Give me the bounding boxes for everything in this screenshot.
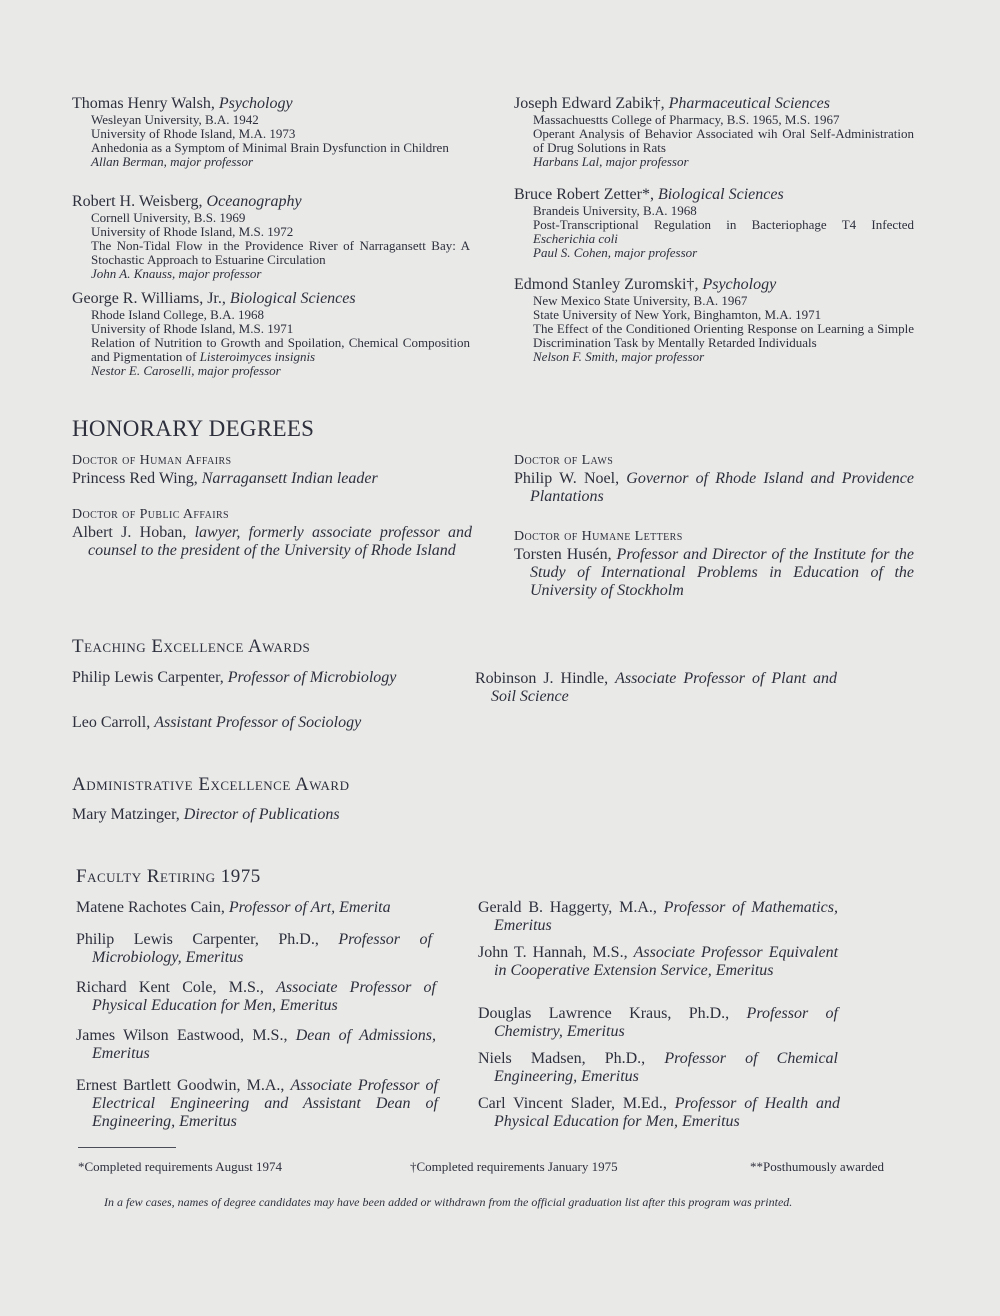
retiree-title: Professor of Health and Physical Education for Men, Emeritus	[494, 1095, 841, 1130]
graduate-entry: Edmond Stanley Zuromski†, Psychology New Mexico State University, B.A. 1967 State University of New York, Binghamton, M.A. 1971 The Effect of the Conditioned Orienting Response on Learning a Simple Discrimination Task by Mentally Retarded Individuals Nelson F. Smith, major professor	[514, 276, 914, 364]
retiree	[76, 931, 432, 967]
honoree-description: lawyer, formerly associate professor and counsel to the president of the University of Rhode Island	[88, 524, 473, 559]
graduate-entry: Joseph Edward Zabik†, Pharmaceutical Sciences Massachuestts College of Pharmacy, B.S. 1965, M.S. 1967 Operant Analysis of Behavior Associated wih Oral Self-Administration of Drug Solutions in Rats Harbans Lal, major professor	[514, 95, 914, 169]
recipient-title: Associate Professor of Plant and Soil Science	[491, 670, 838, 705]
degree-type: Doctor of Public Affairs	[72, 507, 229, 522]
degree-line: Cornell University, B.S. 1969	[91, 210, 246, 225]
honorary-degrees-heading: HONORARY DEGREES	[72, 416, 315, 441]
retiree	[478, 944, 838, 980]
degree-line: University of Rhode Island, M.A. 1973	[91, 126, 296, 141]
degree-type: Doctor of Humane Letters	[514, 529, 683, 544]
retiree-title: Professor of Chemical Engineering, Emeritus	[494, 1050, 838, 1085]
recipient-name: Robinson J. Hindle	[475, 670, 605, 687]
retiree	[478, 1050, 838, 1086]
retiree-title: Associate Professor of Physical Education for Men, Emeritus	[92, 979, 436, 1014]
retiree-name: Douglas Lawrence Kraus, Ph.D.,	[478, 1005, 730, 1022]
recipient-name: Leo Carroll	[72, 714, 147, 731]
retiree-title: Associate Professor of Electrical Engineering and Assistant Dean of Engineering, Emeritus	[92, 1077, 438, 1130]
faculty-retiring-heading: Faculty Retiring 1975	[76, 866, 261, 887]
honoree-name: Philip W. Noel	[514, 470, 616, 487]
graduate-entry: Thomas Henry Walsh, Psychology Wesleyan University, B.A. 1942 University of Rhode Island, M.A. 1973 Anhedonia as a Symptom of Minimal Brain Dysfunction in Children Allan Berman, major professor	[72, 95, 470, 169]
footnote-rule	[78, 1147, 176, 1148]
award-recipient: Leo Carroll, Assistant Professor of Sociology	[72, 714, 362, 731]
honorary-degree: Doctor of Humane Letters Torsten Husén, Professor and Director of the Institute for the Study of International Problems in Education of the University of Stockholm	[514, 529, 914, 599]
retiree	[76, 1027, 436, 1063]
retiree-name: Philip Lewis Carpenter, Ph.D.,	[76, 931, 319, 948]
graduate-name: Edmond Stanley Zuromski†	[514, 276, 695, 293]
retiree-name: Niels Madsen, Ph.D.,	[478, 1050, 646, 1067]
degree-line: University of Rhode Island, M.S. 1971	[91, 321, 294, 336]
degree-type: Doctor of Human Affairs	[72, 453, 232, 468]
honoree-description: Professor and Director of the Institute for the Study of International Problems in Education of the University of Stockholm	[530, 546, 914, 599]
retiree-name: James Wilson Eastwood, M.S.,	[76, 1027, 288, 1044]
major-professor: Allan Berman, major professor	[91, 154, 254, 169]
footnote-posthumous: **Posthumously awarded	[750, 1159, 884, 1174]
graduate-field: Biological Sciences	[229, 290, 356, 307]
retiree-name: Richard Kent Cole, M.S.,	[76, 979, 264, 996]
recipient-title: Director of Publications	[183, 806, 340, 823]
thesis-title: Anhedonia as a Symptom of Minimal Brain Dysfunction in Children	[91, 140, 449, 155]
retiree-name: Matene Rachotes Cain,	[76, 899, 225, 916]
species-name: Listeroimyces insignis	[199, 349, 316, 364]
graduate-entry: Bruce Robert Zetter*, Biological Sciences Brandeis University, B.A. 1968 Post-Transcriptional Regulation in Bacteriophage T4 Infected Escherichia coli Paul S. Cohen, major professor	[514, 186, 914, 260]
graduate-name: Thomas Henry Walsh	[72, 95, 211, 112]
major-professor: Harbans Lal, major professor	[533, 154, 689, 169]
disclaimer-note: In a few cases, names of degree candidates may have been added or withdrawn from the official graduation list after this program was printed.	[104, 1195, 793, 1209]
retiree-name: John T. Hannah, M.S.,	[478, 944, 628, 961]
major-professor: Nestor E. Caroselli, major professor	[91, 363, 281, 378]
degree-line: Wesleyan University, B.A. 1942	[91, 112, 259, 127]
thesis-title: Relation of Nutrition to Growth and Spoilation, Chemical Composition and Pigmentation of Listeroimyces insignis	[91, 335, 470, 364]
retiree	[76, 899, 436, 917]
degree-line: Rhode Island College, B.A. 1968	[91, 307, 264, 322]
graduate-name: Robert H. Weisberg	[72, 193, 199, 210]
graduate-entry: Robert H. Weisberg, Oceanography Cornell University, B.S. 1969 University of Rhode Island, M.S. 1972 The Non-Tidal Flow in the Providence River of Narragansett Bay: A Stochastic Approach to Estuarine Circulation John A. Knauss, major professor	[72, 193, 470, 281]
footnote-august: *Completed requirements August 1974	[78, 1159, 283, 1174]
graduate-field: Psychology	[218, 95, 293, 112]
retiree-name: Gerald B. Haggerty, M.A.,	[478, 899, 657, 916]
degree-line: New Mexico State University, B.A. 1967	[533, 293, 748, 308]
honorary-degree: Doctor of Human Affairs Princess Red Wing, Narragansett Indian leader	[72, 452, 472, 488]
award-recipient: Robinson J. Hindle, Associate Professor of Plant and Soil Science	[475, 670, 838, 705]
honorary-degree: Doctor of Public Affairs Albert J. Hoban, lawyer, formerly associate professor and counsel to the president of the University of Rhode Island	[72, 507, 473, 559]
graduate-field: Biological Sciences	[657, 186, 784, 203]
recipient-name: Philip Lewis Carpenter	[72, 669, 220, 686]
degree-line: Massachuestts College of Pharmacy, B.S. 1965, M.S. 1967	[533, 112, 840, 127]
degree-line: Brandeis University, B.A. 1968	[533, 203, 697, 218]
graduate-field: Psychology	[702, 276, 777, 293]
award-recipient: Philip Lewis Carpenter, Professor of Microbiology	[72, 669, 397, 686]
major-professor: Nelson F. Smith, major professor	[533, 349, 705, 364]
major-professor: Paul S. Cohen, major professor	[533, 245, 698, 260]
thesis-title: The Effect of the Conditioned Orienting Response on Learning a Simple Discrimination Task by Mentally Retarded Individuals	[533, 321, 914, 350]
retiree	[478, 1095, 840, 1131]
recipient-name: Mary Matzinger	[72, 806, 176, 823]
recipient-title: Professor of Microbiology	[227, 669, 397, 686]
thesis-title: The Non-Tidal Flow in the Providence River of Narragansett Bay: A Stochastic Approach to Estuarine Circulation	[91, 238, 470, 267]
thesis-title: Post-Transcriptional Regulation in Bacteriophage T4 Infected Escherichia coli	[533, 217, 914, 246]
graduate-field: Oceanography	[206, 193, 302, 210]
degree-line: University of Rhode Island, M.S. 1972	[91, 224, 294, 239]
retiree-name: Carl Vincent Slader, M.Ed.,	[478, 1095, 667, 1112]
award-recipient: Mary Matzinger, Director of Publications	[72, 806, 340, 823]
retiree-name: Ernest Bartlett Goodwin, M.A.,	[76, 1077, 285, 1094]
recipient-title: Assistant Professor of Sociology	[154, 714, 362, 731]
major-professor: John A. Knauss, major professor	[91, 266, 262, 281]
degree-type: Doctor of Laws	[514, 453, 614, 468]
graduate-name: Bruce Robert Zetter*	[514, 186, 650, 203]
thesis-title: Operant Analysis of Behavior Associated wih Oral Self-Administration of Drug Solutions in Rats	[533, 126, 914, 155]
retiree-title: Professor of Art, Emerita	[228, 899, 391, 916]
graduate-name: George R. Williams, Jr.	[72, 290, 222, 307]
graduate-field: Pharmaceutical Sciences	[668, 95, 830, 112]
retiree	[76, 979, 436, 1015]
retiree-title: Associate Professor Equivalent in Cooperative Extension Service, Emeritus	[494, 944, 839, 979]
administrative-award-heading: Administrative Excellence Award	[72, 774, 350, 795]
graduate-entry: George R. Williams, Jr., Biological Sciences Rhode Island College, B.A. 1968 University of Rhode Island, M.S. 1971 Relation of Nutrition to Growth and Spoilation, Chemical Composition and Pigmentation of Listeroimyces insignis Nestor E. Caroselli, major professor	[72, 290, 470, 378]
honoree-description: Narragansett Indian leader	[201, 470, 378, 487]
retiree-title: Dean of Admissions, Emeritus	[92, 1027, 436, 1062]
species-name: Escherichia coli	[533, 231, 618, 246]
retiree	[478, 899, 838, 935]
retiree	[478, 1005, 838, 1041]
honoree-name: Albert J. Hoban	[72, 524, 183, 541]
footnote-january: †Completed requirements January 1975	[410, 1159, 618, 1174]
honoree-description: Governor of Rhode Island and Providence Plantations	[530, 470, 915, 505]
honoree-name: Princess Red Wing	[72, 470, 194, 487]
degree-line: State University of New York, Binghamton, M.A. 1971	[533, 307, 822, 322]
retiree-title: Professor of Chemistry, Emeritus	[494, 1005, 838, 1040]
honoree-name: Torsten Husén	[514, 546, 608, 563]
retiree	[76, 1077, 438, 1131]
honorary-degree: Doctor of Laws Philip W. Noel, Governor of Rhode Island and Providence Plantations	[514, 453, 915, 505]
retiree-title: Professor of Microbiology, Emeritus	[92, 931, 433, 966]
retiree-title: Professor of Mathematics, Emeritus	[494, 899, 838, 934]
teaching-awards-heading: Teaching Excellence Awards	[72, 636, 311, 657]
graduate-name: Joseph Edward Zabik†	[514, 95, 661, 112]
